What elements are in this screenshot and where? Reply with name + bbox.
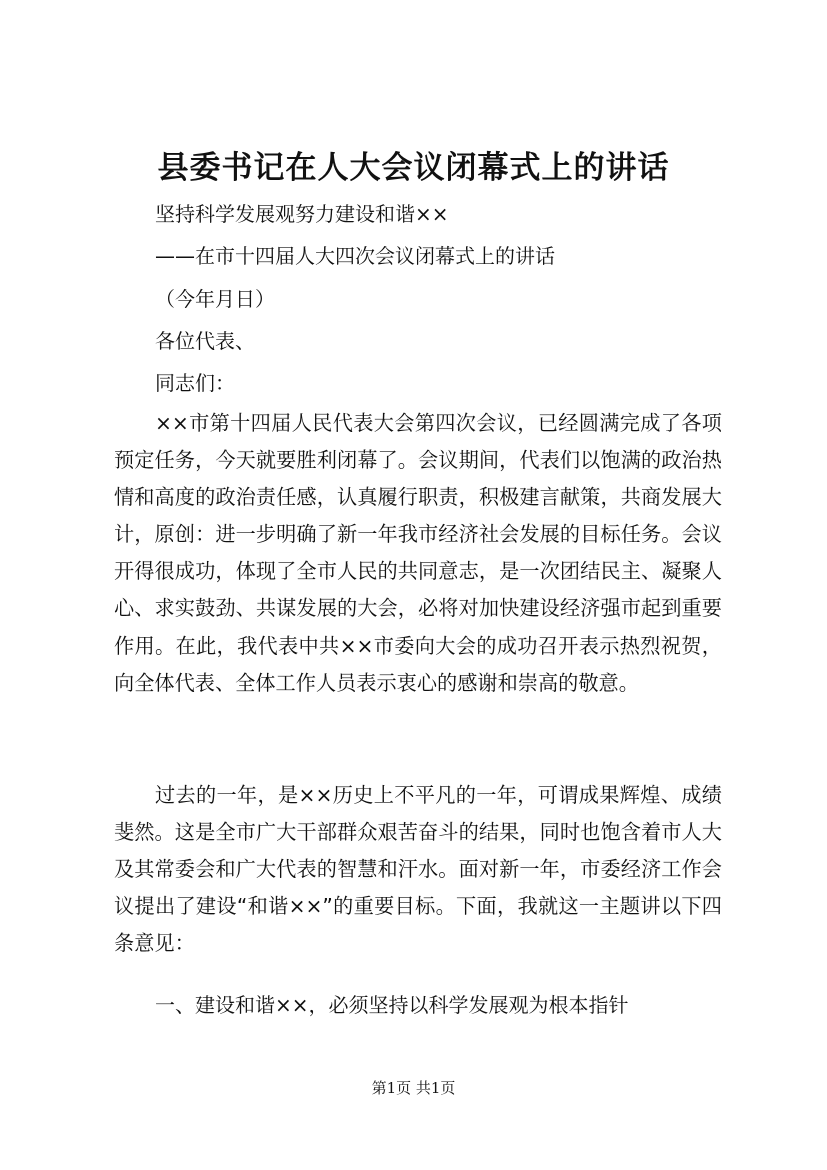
salutation-delegates: 各位代表、 (155, 329, 255, 353)
page-footer: 第1页 共1页 (371, 1079, 456, 1097)
body-paragraph: ××市第十四届人民代表大会第四次会议，已经圆满完成了各项预定任务，今天就要胜利闭幕了。会议期间，代表们以饱满的政治热情和高度的政治责任感，认真履行职责，积极建言献策，共商发展大计，原创：进一步明确了新一年我市经济社会发展的目标任务。会议开得很成功，体现了全市人民的共同意志，是一次团结民主、凝聚人心、求实鼓劲、共谋发展的大会，必将对加快建设经济强市起到重要作用。在此，我代表中共××市委向大会的成功召开表示热烈祝贺，向全体代表、全体工作人员表示衷心的感谢和崇高的敬意。 (114, 411, 722, 695)
body-paragraph: 过去的一年，是××历史上不平凡的一年，可谓成果辉煌、成绩斐然。这是全市广大干部群众艰苦奋斗的结果，同时也饱含着市人大及其常委会和广大代表的智慧和汗水。面对新一年，市委经济工作会议提出了建设“和谐××”的重要目标。下面，我就这一主题讲以下四条意见： (114, 783, 722, 956)
speech-occasion: ——在市十四届人大四次会议闭幕式上的讲话 (155, 244, 555, 268)
salutation-comrades: 同志们： (155, 371, 235, 395)
section-heading: 一、建设和谐××，必须坚持以科学发展观为根本指针 (155, 993, 629, 1017)
document-title: 县委书记在人大会议闭幕式上的讲话 (157, 150, 670, 186)
speech-subtitle: 坚持科学发展观努力建设和谐×× (155, 202, 449, 226)
speech-date: （今年月日） (155, 287, 275, 311)
